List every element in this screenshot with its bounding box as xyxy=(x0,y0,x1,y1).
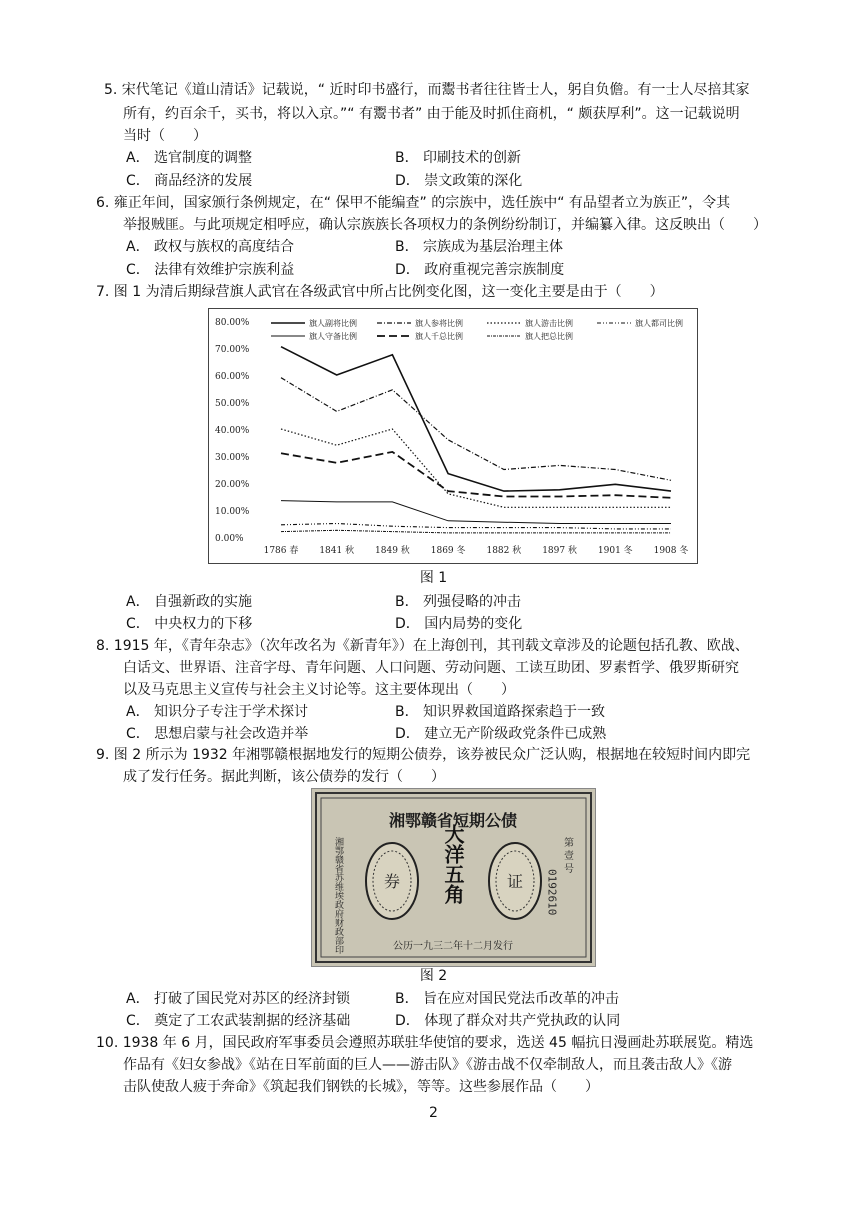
series-line xyxy=(281,378,671,481)
x-tick-label: 1849 秋 xyxy=(375,546,410,556)
legend-label: 旗人游击比例 xyxy=(525,319,573,328)
q6-stem-line1: 6. 雍正年间，国家颁行条例规定，在“ 保甲不能编查” 的宗族中，选任族中“ 有品望者立为族正”，令其 xyxy=(96,195,731,211)
x-tick-label: 1841 秋 xyxy=(319,546,355,556)
figure-1-caption: 图 1 xyxy=(419,570,448,586)
series-line xyxy=(281,530,671,533)
legend-label: 旗人把总比例 xyxy=(525,332,573,341)
figure-2-bond-image xyxy=(311,788,596,967)
chart-svg xyxy=(209,309,697,563)
y-tick-label: 30.00% xyxy=(215,453,250,463)
q7-option-d: D． 国内局势的变化 xyxy=(395,616,523,632)
q9-option-a: A． 打破了国民党对苏区的经济封锁 xyxy=(126,991,351,1007)
q10-stem-line3: 击队使敌人疲于奔命》《筑起我们钢铁的长城》，等等。这些参展作品（ ） xyxy=(123,1079,599,1095)
q8-option-b: B． 知识界救国道路探索趋于一致 xyxy=(395,704,606,720)
bond-title: 湘鄂赣省短期公债 xyxy=(388,811,518,830)
bond-left-text: 湘鄂赣省苏维埃政府财政部印 xyxy=(333,837,343,954)
q10-stem-line2: 作品有《妇女参战》《站在日军前面的巨人——游击队》《游击战不仅牵制敌人，而且袭击敌人》《游 xyxy=(123,1057,732,1073)
q9-stem-line2: 成了发行任务。据此判断，该公债券的发行（ ） xyxy=(123,769,445,785)
q8-stem-line3: 以及马克思主义宣传与社会主义讨论等。这主要体现出（ ） xyxy=(123,682,515,698)
y-tick-label: 0.00% xyxy=(215,534,244,544)
bond-serial: 0192610 xyxy=(545,869,559,916)
q9-stem-line1: 9. 图 2 所示为 1932 年湘鄂赣根据地发行的短期公债券，该券被民众广泛认购，根据地在较短时间内即完 xyxy=(96,747,751,763)
bond-face-value: 大洋五角 xyxy=(441,824,465,904)
q7-option-b: B． 列强侵略的冲击 xyxy=(395,594,522,610)
x-tick-label: 1897 秋 xyxy=(542,546,577,556)
q9-option-d: D． 体现了群众对共产党执政的认同 xyxy=(395,1013,621,1029)
y-tick-label: 10.00% xyxy=(215,507,250,517)
legend-label: 旗人副将比例 xyxy=(309,319,357,328)
x-tick-label: 1901 冬 xyxy=(597,546,633,556)
q5-option-a: A． 选官制度的调整 xyxy=(126,150,253,166)
bond-right-seal-char: 证 xyxy=(506,872,524,891)
q6-option-a: A． 政权与族权的高度结合 xyxy=(126,239,295,255)
q7-option-c: C． 中央权力的下移 xyxy=(126,616,253,632)
y-tick-label: 70.00% xyxy=(215,345,250,355)
figure-1-line-chart xyxy=(208,308,698,564)
y-tick-label: 40.00% xyxy=(215,426,250,436)
series-line xyxy=(281,501,671,524)
y-tick-label: 60.00% xyxy=(215,372,250,382)
q8-stem-line2: 白话文、世界语、注音字母、青年问题、人口问题、劳动问题、工读互助团、罗素哲学、俄罗斯研究 xyxy=(123,660,739,676)
x-tick-label: 1908 冬 xyxy=(653,546,689,556)
y-tick-label: 20.00% xyxy=(215,480,250,490)
q6-option-d: D． 政府重视完善宗族制度 xyxy=(395,262,565,278)
x-tick-label: 1786 春 xyxy=(263,546,299,556)
q5-stem-line1: 5. 宋代笔记《道山清话》记载说，“ 近时印书盛行，而鬻书者往往皆士人，躬自负儋。有一士人尽掊其家 xyxy=(104,82,750,98)
legend-label: 旗人守备比例 xyxy=(309,332,357,341)
series-line xyxy=(281,524,671,529)
series-line xyxy=(281,429,671,507)
bond-right-text: 第 壹 号 xyxy=(561,837,573,874)
legend-label: 旗人都司比例 xyxy=(635,319,683,328)
q8-option-d: D． 建立无产阶级政党条件已成熟 xyxy=(395,726,607,742)
y-tick-label: 50.00% xyxy=(215,399,250,409)
bond-left-seal-char: 券 xyxy=(383,872,401,891)
y-tick-label: 80.00% xyxy=(215,318,250,328)
q5-stem-line2: 所有，约百余千，买书，将以入京。”“ 有鬻书者” 由于能及时抓住商机，“ 颇获厚利”。这一记载说明 xyxy=(123,106,740,122)
q6-option-b: B． 宗族成为基层治理主体 xyxy=(395,239,564,255)
legend-label: 旗人千总比例 xyxy=(415,332,463,341)
q6-option-c: C． 法律有效维护宗族利益 xyxy=(126,262,295,278)
bond-svg xyxy=(312,789,595,966)
q8-stem-line1: 8. 1915 年，《青年杂志》（次年改名为《新青年》）在上海创刊，其刊载文章涉及的论题包括孔教、欧战、 xyxy=(96,638,749,654)
legend-label: 旗人参将比例 xyxy=(415,319,463,328)
x-tick-label: 1882 秋 xyxy=(486,546,522,556)
bond-date: 公历一九三二年十二月发行 xyxy=(393,941,513,952)
q9-option-c: C． 奠定了工农武装割据的经济基础 xyxy=(126,1013,351,1029)
q9-option-b: B． 旨在应对国民党法币改革的冲击 xyxy=(395,991,620,1007)
q7-option-a: A． 自强新政的实施 xyxy=(126,594,253,610)
x-tick-label: 1869 冬 xyxy=(430,546,466,556)
q5-stem-line3: 当时（ ） xyxy=(123,128,207,144)
q6-stem-line2: 举报贼匪。与此项规定相呼应，确认宗族族长各项权力的条例纷纷制订，并编纂入律。这反映出（ ） xyxy=(123,217,767,233)
q10-stem-line1: 10. 1938 年 6 月，国民政府军事委员会遵照苏联驻华使馆的要求，选送 45 幅抗日漫画赴苏联展览。精选 xyxy=(96,1035,754,1051)
q5-option-b: B． 印刷技术的创新 xyxy=(395,150,522,166)
q5-option-d: D． 崇文政策的深化 xyxy=(395,173,523,189)
q8-option-c: C． 思想启蒙与社会改造并举 xyxy=(126,726,309,742)
q7-stem-line1: 7. 图 1 为清后期绿营旗人武官在各级武官中所占比例变化图，这一变化主要是由于（ ） xyxy=(96,284,664,300)
series-line xyxy=(281,452,671,498)
q5-option-c: C． 商品经济的发展 xyxy=(126,173,253,189)
q8-option-a: A． 知识分子专注于学术探讨 xyxy=(126,704,309,720)
figure-2-caption: 图 2 xyxy=(419,968,448,984)
page-number: 2 xyxy=(429,1105,438,1121)
